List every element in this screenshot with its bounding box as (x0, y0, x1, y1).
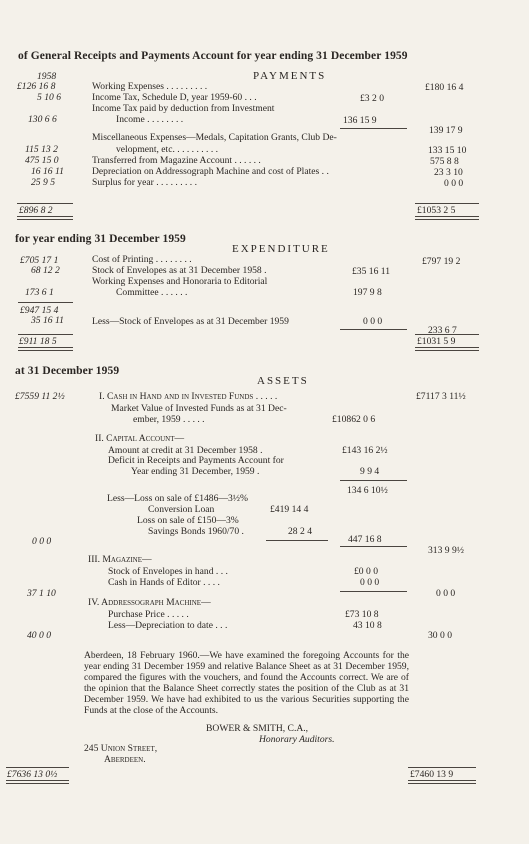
rp-label-3: Income Tax paid by deduction from Investment (92, 103, 275, 114)
addressograph-line1-amount: £73 10 8 (345, 609, 379, 620)
market-value-line1: Market Value of Invested Funds as at 31 Dec- (111, 403, 287, 414)
ex-mid-4: 197 9 8 (353, 287, 382, 298)
less-loss-line2: Loss on sale of £150—3% (137, 515, 239, 526)
expenditure-title: for year ending 31 December 1959 (15, 233, 186, 245)
rp-total-prior: £896 8 2 (19, 205, 53, 216)
audit-statement: Aberdeen, 18 February 1960.—We have examined the foregoing Accounts for the year ending 31 December 1959 and relative Balance Sheet as at 31 December 1959, compared the figures with the vouchers, and found the Accounts correct. We are of the opinion that the Balance Sheet correctly states the position of the Club as at 31 December 1959. We have had exhibited to us the various Securities supporting the Funds at the close of the Accounts. (84, 650, 409, 716)
ex-mid-6: 0 0 0 (363, 316, 383, 327)
magazine-line1-amount: £0 0 0 (354, 566, 378, 577)
ex-label-1: Cost of Printing . . . . . . . . (92, 254, 192, 265)
rp-label-8: Transferred from Magazine Account . . . . . . (92, 155, 261, 166)
magazine-line1: Stock of Envelopes in hand . . . (108, 566, 228, 577)
receipts-payments-title: of General Receipts and Payments Account for year ending 31 December 1959 (18, 50, 408, 62)
auditor-address-street: 245 Union Street, (84, 743, 158, 754)
capital-line1: Amount at credit at 31 December 1958 . (108, 445, 263, 456)
ex-prior-1: £705 17 1 (20, 255, 59, 266)
savings-bonds-amount: 28 2 4 (288, 526, 312, 537)
cash-prior: £7559 11 2½ (15, 391, 65, 402)
savings-bonds-label: Savings Bonds 1960/70 . (148, 526, 244, 537)
addressograph-line2: Less—Depreciation to date . . . (108, 620, 228, 631)
ex-total-right: £1031 5 9 (417, 336, 456, 347)
ex-right-total-double-rule (415, 347, 479, 351)
assets-total-prior: £7636 13 0½ (7, 769, 58, 780)
auditor-address-city: Aberdeen. (104, 754, 146, 765)
capital-total-rule (340, 546, 407, 547)
ex-right-total-rule-top (415, 334, 479, 335)
conversion-loan-label: Conversion Loan (148, 504, 215, 515)
less-loss-line1: Less—Loss on sale of £1486—3½% (107, 493, 248, 504)
assets-right-total-rule-top (408, 767, 476, 768)
rp-label-9: Depreciation on Addressograph Machine and cost of Plates . . (92, 166, 329, 177)
rp-prior-10: 25 9 5 (31, 177, 55, 188)
rp-right-total-double-rule (415, 216, 479, 220)
rp-total-right: £1053 2 5 (417, 205, 456, 216)
rp-right-total-rule-top (415, 203, 479, 204)
ex-prior-6: 35 16 11 (31, 315, 64, 326)
expenditure-section-label: EXPENDITURE (232, 243, 330, 255)
rp-prior-2: 5 10 6 (37, 92, 61, 103)
assets-prior-total-double-rule (6, 780, 69, 784)
conversion-loan-amount: £419 14 4 (270, 504, 309, 515)
ex-label-6: Less—Stock of Envelopes as at 31 December 1959 (92, 316, 289, 327)
ex-prior-2: 68 12 2 (31, 265, 60, 276)
rp-right-9: 23 3 10 (434, 167, 463, 178)
rp-right-7: 133 15 10 (428, 145, 467, 156)
magazine-line2-amount: 0 0 0 (360, 577, 380, 588)
assets-title: at 31 December 1959 (15, 365, 120, 377)
loss-rule (266, 540, 328, 541)
market-value-line2: ember, 1959 . . . . . (133, 414, 205, 425)
rp-mid-2: £3 2 0 (360, 93, 384, 104)
ex-prior-total-double-rule (18, 347, 73, 351)
market-value-amount: £10862 0 6 (332, 414, 376, 425)
assets-prior-total-rule-top (6, 767, 69, 768)
assets-total-right: £7460 13 9 (410, 769, 454, 780)
rp-prior-total-rule-top (17, 203, 73, 204)
capital-subtotal: 134 6 10½ (347, 485, 388, 496)
ex-right-7: 233 6 7 (428, 325, 457, 336)
ex-label-3: Working Expenses and Honoraria to Editorial (92, 276, 268, 287)
rp-prior-8: 475 15 0 (25, 155, 59, 166)
addressograph-heading: IV. Addressograph Machine— (88, 597, 211, 608)
rp-prior-7: 115 13 2 (25, 144, 58, 155)
rp-subtotal-rule (340, 128, 407, 129)
ex-right-1: £797 19 2 (422, 256, 461, 267)
rp-label-10: Surplus for year . . . . . . . . . (92, 177, 197, 188)
rp-label-7: velopment, etc. . . . . . . . . . (116, 144, 219, 155)
rp-right-1: £180 16 4 (425, 82, 464, 93)
rp-right-8: 575 8 8 (430, 156, 459, 167)
addressograph-right: 30 0 0 (428, 630, 452, 641)
magazine-heading: III. Magazine— (88, 554, 152, 565)
magazine-prior: 37 1 10 (27, 588, 56, 599)
capital-line3: Year ending 31 December, 1959 . (131, 466, 260, 477)
magazine-right: 0 0 0 (436, 588, 456, 599)
assets-section-label: ASSETS (257, 375, 309, 387)
ex-total-prior: £911 18 5 (19, 336, 57, 347)
rp-label-6: Miscellaneous Expenses—Medals, Capitation Grants, Club De- (92, 132, 337, 143)
auditor-name: BOWER & SMITH, C.A., (206, 723, 309, 734)
assets-right-total-double-rule (408, 780, 476, 784)
rp-prior-9: 16 16 11 (31, 166, 64, 177)
cash-heading: I. Cash in Hand and in Invested Funds . . . . . (99, 391, 278, 402)
cash-right: £7117 3 11½ (416, 391, 466, 402)
ex-label-4: Committee . . . . . . (116, 287, 188, 298)
capital-sub-rule (340, 480, 407, 481)
magazine-line2: Cash in Hands of Editor . . . . (108, 577, 220, 588)
loss-total: 447 16 8 (348, 534, 382, 545)
rp-prior-4: 130 6 6 (28, 114, 57, 125)
capital-prior: 0 0 0 (32, 536, 52, 547)
payments-section-label: PAYMENTS (253, 70, 327, 82)
ex-prior-total-rule-top (18, 334, 73, 335)
rp-prior-total-double-rule (17, 216, 73, 220)
capital-line3-amount: 9 9 4 (360, 466, 380, 477)
addressograph-line2-amount: 43 10 8 (353, 620, 382, 631)
capital-line2: Deficit in Receipts and Payments Account for (108, 455, 284, 466)
ex-label-2: Stock of Envelopes as at 31 December 1958 . (92, 265, 267, 276)
ex-prior-4: 173 6 1 (25, 287, 54, 298)
addressograph-prior: 40 0 0 (27, 630, 51, 641)
addressograph-line1: Purchase Price . . . . . (108, 609, 189, 620)
ex-prior-subtotal-rule (18, 302, 73, 303)
auditor-role: Honorary Auditors. (259, 734, 335, 745)
rp-label-2: Income Tax, Schedule D, year 1959-60 . . . (92, 92, 257, 103)
capital-right: 313 9 9½ (428, 545, 464, 556)
rp-right-10: 0 0 0 (444, 178, 464, 189)
rp-label-1: Working Expenses . . . . . . . . . (92, 81, 208, 92)
magazine-rule (340, 591, 407, 592)
year-1958-label: 1958 (37, 71, 57, 82)
rp-mid-4: 136 15 9 (343, 115, 377, 126)
capital-account-heading: II. Capital Account— (95, 433, 185, 444)
rp-label-4: Income . . . . . . . . (116, 114, 184, 125)
ex-prior-5: £947 15 4 (20, 305, 59, 316)
ex-mid-rule (340, 329, 407, 330)
rp-prior-1: £126 16 8 (17, 81, 56, 92)
ex-mid-2: £35 16 11 (352, 266, 391, 277)
capital-line1-amount: £143 16 2½ (342, 445, 388, 456)
rp-right-5: 139 17 9 (429, 125, 463, 136)
